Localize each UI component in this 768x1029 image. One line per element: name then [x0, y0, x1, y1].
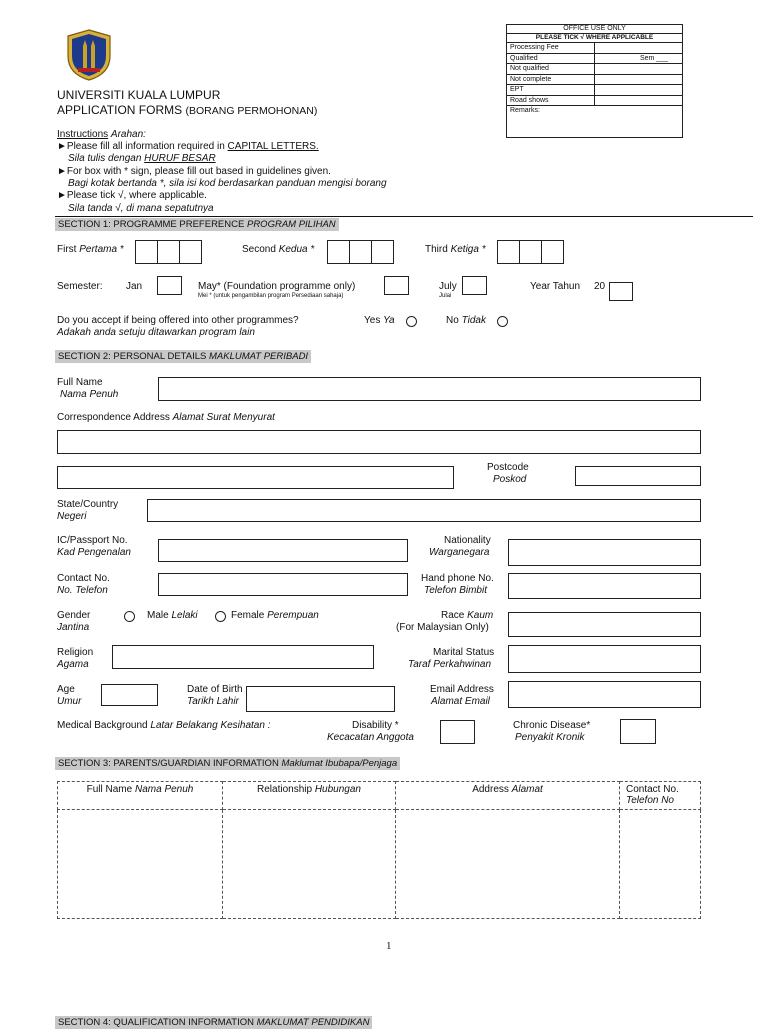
column-relationship: Relationship Hubungan: [223, 782, 396, 810]
age-input[interactable]: [101, 684, 158, 706]
chronic-label: Chronic Disease*: [513, 720, 591, 731]
age-label: Age: [57, 684, 75, 695]
address-line1-input[interactable]: [57, 430, 701, 454]
office-row[interactable]: Not qualified: [507, 64, 682, 75]
guardian-address-cell[interactable]: [396, 810, 620, 919]
disability-label: Disability *: [352, 720, 399, 731]
third-choice-label: Third Ketiga *: [425, 244, 486, 255]
marital-input[interactable]: [508, 645, 701, 673]
email-label-malay: Alamat Email: [431, 696, 490, 707]
state-label: State/Country: [57, 499, 119, 510]
second-choice-code[interactable]: [327, 240, 393, 264]
may-checkbox[interactable]: [384, 276, 409, 295]
age-label-malay: Umur: [57, 696, 82, 707]
first-choice-label: First Pertama *: [57, 244, 124, 255]
may-label-malay: Mei * (untuk pengambilan program Persediaan sahaja): [198, 293, 344, 299]
column-contact: Contact No. Telefon No: [620, 782, 701, 810]
address-label: Correspondence Address Alamat Surat Menyurat: [57, 412, 275, 423]
section1-title: SECTION 1: PROGRAMME PREFERENCE PROGRAM PILIHAN: [55, 218, 339, 231]
office-use-subtitle: PLEASE TICK √ WHERE APPLICABLE: [507, 34, 682, 43]
handphone-label-malay: Telefon Bimbit: [424, 585, 487, 596]
religion-input[interactable]: [112, 645, 374, 669]
marital-label: Marital Status: [433, 647, 495, 658]
section3-title: SECTION 3: PARENTS/GUARDIAN INFORMATION Maklumat Ibubapa/Penjaga: [55, 757, 400, 770]
address-line2-input[interactable]: [57, 466, 454, 489]
yes-label: Yes Ya: [364, 315, 395, 326]
column-address: Address Alamat: [396, 782, 620, 810]
religion-label: Religion: [57, 647, 94, 658]
contact-input[interactable]: [158, 573, 408, 596]
form-title: APPLICATION FORMS (BORANG PERMOHONAN): [57, 103, 318, 117]
contact-label-malay: No. Telefon: [57, 585, 108, 596]
section4-title: SECTION 4: QUALIFICATION INFORMATION MAKLUMAT PENDIDIKAN: [55, 1016, 372, 1029]
year-prefix: 20: [594, 281, 606, 292]
office-use-title: OFFICE USE ONLY: [507, 25, 682, 34]
dob-input[interactable]: [246, 686, 395, 712]
jan-checkbox[interactable]: [157, 276, 182, 295]
accept-question-malay: Adakah anda setuju ditawarkan program lain: [57, 327, 255, 338]
male-label: Male Lelaki: [147, 610, 198, 621]
office-row[interactable]: Processing Fee: [507, 43, 682, 54]
office-row[interactable]: Not complete: [507, 75, 682, 86]
semester-label: Semester:: [57, 281, 103, 292]
july-label-malay: Julai: [439, 293, 452, 299]
ic-label-malay: Kad Pengenalan: [57, 547, 131, 558]
july-label: July: [439, 281, 457, 292]
race-note: (For Malaysian Only): [396, 622, 489, 633]
no-label: No Tidak: [446, 315, 486, 326]
july-checkbox[interactable]: [462, 276, 487, 295]
page-number: 1: [386, 940, 392, 952]
guardian-table: [57, 781, 701, 919]
race-input[interactable]: [508, 612, 701, 637]
nationality-label-malay: Warganegara: [429, 547, 490, 558]
instruction-1: ►Please fill all information required in CAPITAL LETTERS.: [57, 141, 319, 152]
second-choice-label: Second Kedua *: [242, 244, 315, 255]
office-row[interactable]: EPT: [507, 85, 682, 96]
no-radio[interactable]: [497, 316, 508, 327]
email-label: Email Address: [430, 684, 494, 695]
university-logo: [66, 28, 112, 82]
full-name-label: Full Name: [57, 377, 103, 388]
ic-label: IC/Passport No.: [57, 535, 128, 546]
office-row[interactable]: Qualified Sem ___: [507, 54, 682, 65]
university-name: UNIVERSITI KUALA LUMPUR: [57, 88, 221, 102]
postcode-input[interactable]: [575, 466, 701, 486]
guardian-relationship-cell[interactable]: [223, 810, 396, 919]
may-label: May* (Foundation programme only): [198, 281, 356, 292]
postcode-label: Postcode: [487, 462, 529, 473]
office-use-table: [506, 24, 683, 138]
male-radio[interactable]: [124, 611, 135, 622]
third-choice-code[interactable]: [497, 240, 563, 264]
yes-radio[interactable]: [406, 316, 417, 327]
gender-label: Gender: [57, 610, 91, 621]
column-full-name: Full Name Nama Penuh: [58, 782, 223, 810]
marital-label-malay: Taraf Perkahwinan: [408, 659, 492, 670]
full-name-label-malay: Nama Penuh: [60, 389, 119, 400]
gender-label-malay: Jantina: [57, 622, 90, 633]
dob-label-malay: Tarikh Lahir: [187, 696, 239, 707]
accept-question: Do you accept if being offered into other programmes?: [57, 315, 299, 326]
section2-title: SECTION 2: PERSONAL DETAILS MAKLUMAT PERIBADI: [55, 350, 311, 363]
state-input[interactable]: [147, 499, 701, 522]
email-input[interactable]: [508, 681, 701, 708]
contact-label: Contact No.: [57, 573, 110, 584]
handphone-label: Hand phone No.: [421, 573, 494, 584]
instruction-2: ►For box with * sign, please fill out based in guidelines given.: [57, 166, 331, 177]
instruction-1-malay: Sila tulis dengan HURUF BESAR: [68, 153, 216, 164]
ic-input[interactable]: [158, 539, 408, 562]
instructions-title: Instructions Arahan:: [57, 129, 146, 140]
chronic-label-malay: Penyakit Kronik: [515, 732, 585, 743]
guardian-contact-cell[interactable]: [620, 810, 701, 919]
female-radio[interactable]: [215, 611, 226, 622]
year-input[interactable]: [609, 282, 633, 301]
instruction-3-malay: Sila tanda √, di mana sepatutnya: [68, 203, 214, 214]
header-divider: [55, 216, 753, 217]
instruction-3: ►Please tick √, where applicable.: [57, 190, 207, 201]
dob-label: Date of Birth: [187, 684, 243, 695]
year-label: Year Tahun: [530, 281, 581, 292]
religion-label-malay: Agama: [57, 659, 89, 670]
chronic-input[interactable]: [620, 719, 656, 744]
office-remarks[interactable]: Remarks:: [510, 107, 540, 114]
first-choice-code[interactable]: [135, 240, 201, 264]
instruction-2-malay: Bagi kotak bertanda *, sila isi kod berdasarkan panduan mengisi borang: [68, 178, 387, 189]
jan-label: Jan: [126, 281, 143, 292]
full-name-input[interactable]: [158, 377, 701, 401]
postcode-label-malay: Poskod: [493, 474, 527, 485]
disability-label-malay: Kecacatan Anggota: [327, 732, 414, 743]
female-label: Female Perempuan: [231, 610, 319, 621]
office-row[interactable]: Road shows: [507, 96, 682, 107]
medical-label: Medical Background Latar Belakang Kesihatan :: [57, 720, 271, 731]
handphone-input[interactable]: [508, 573, 701, 599]
nationality-label: Nationality: [444, 535, 491, 546]
disability-input[interactable]: [440, 720, 475, 744]
nationality-input[interactable]: [508, 539, 701, 566]
race-label: Race Kaum: [441, 610, 494, 621]
state-label-malay: Negeri: [57, 511, 87, 522]
guardian-name-cell[interactable]: [58, 810, 223, 919]
